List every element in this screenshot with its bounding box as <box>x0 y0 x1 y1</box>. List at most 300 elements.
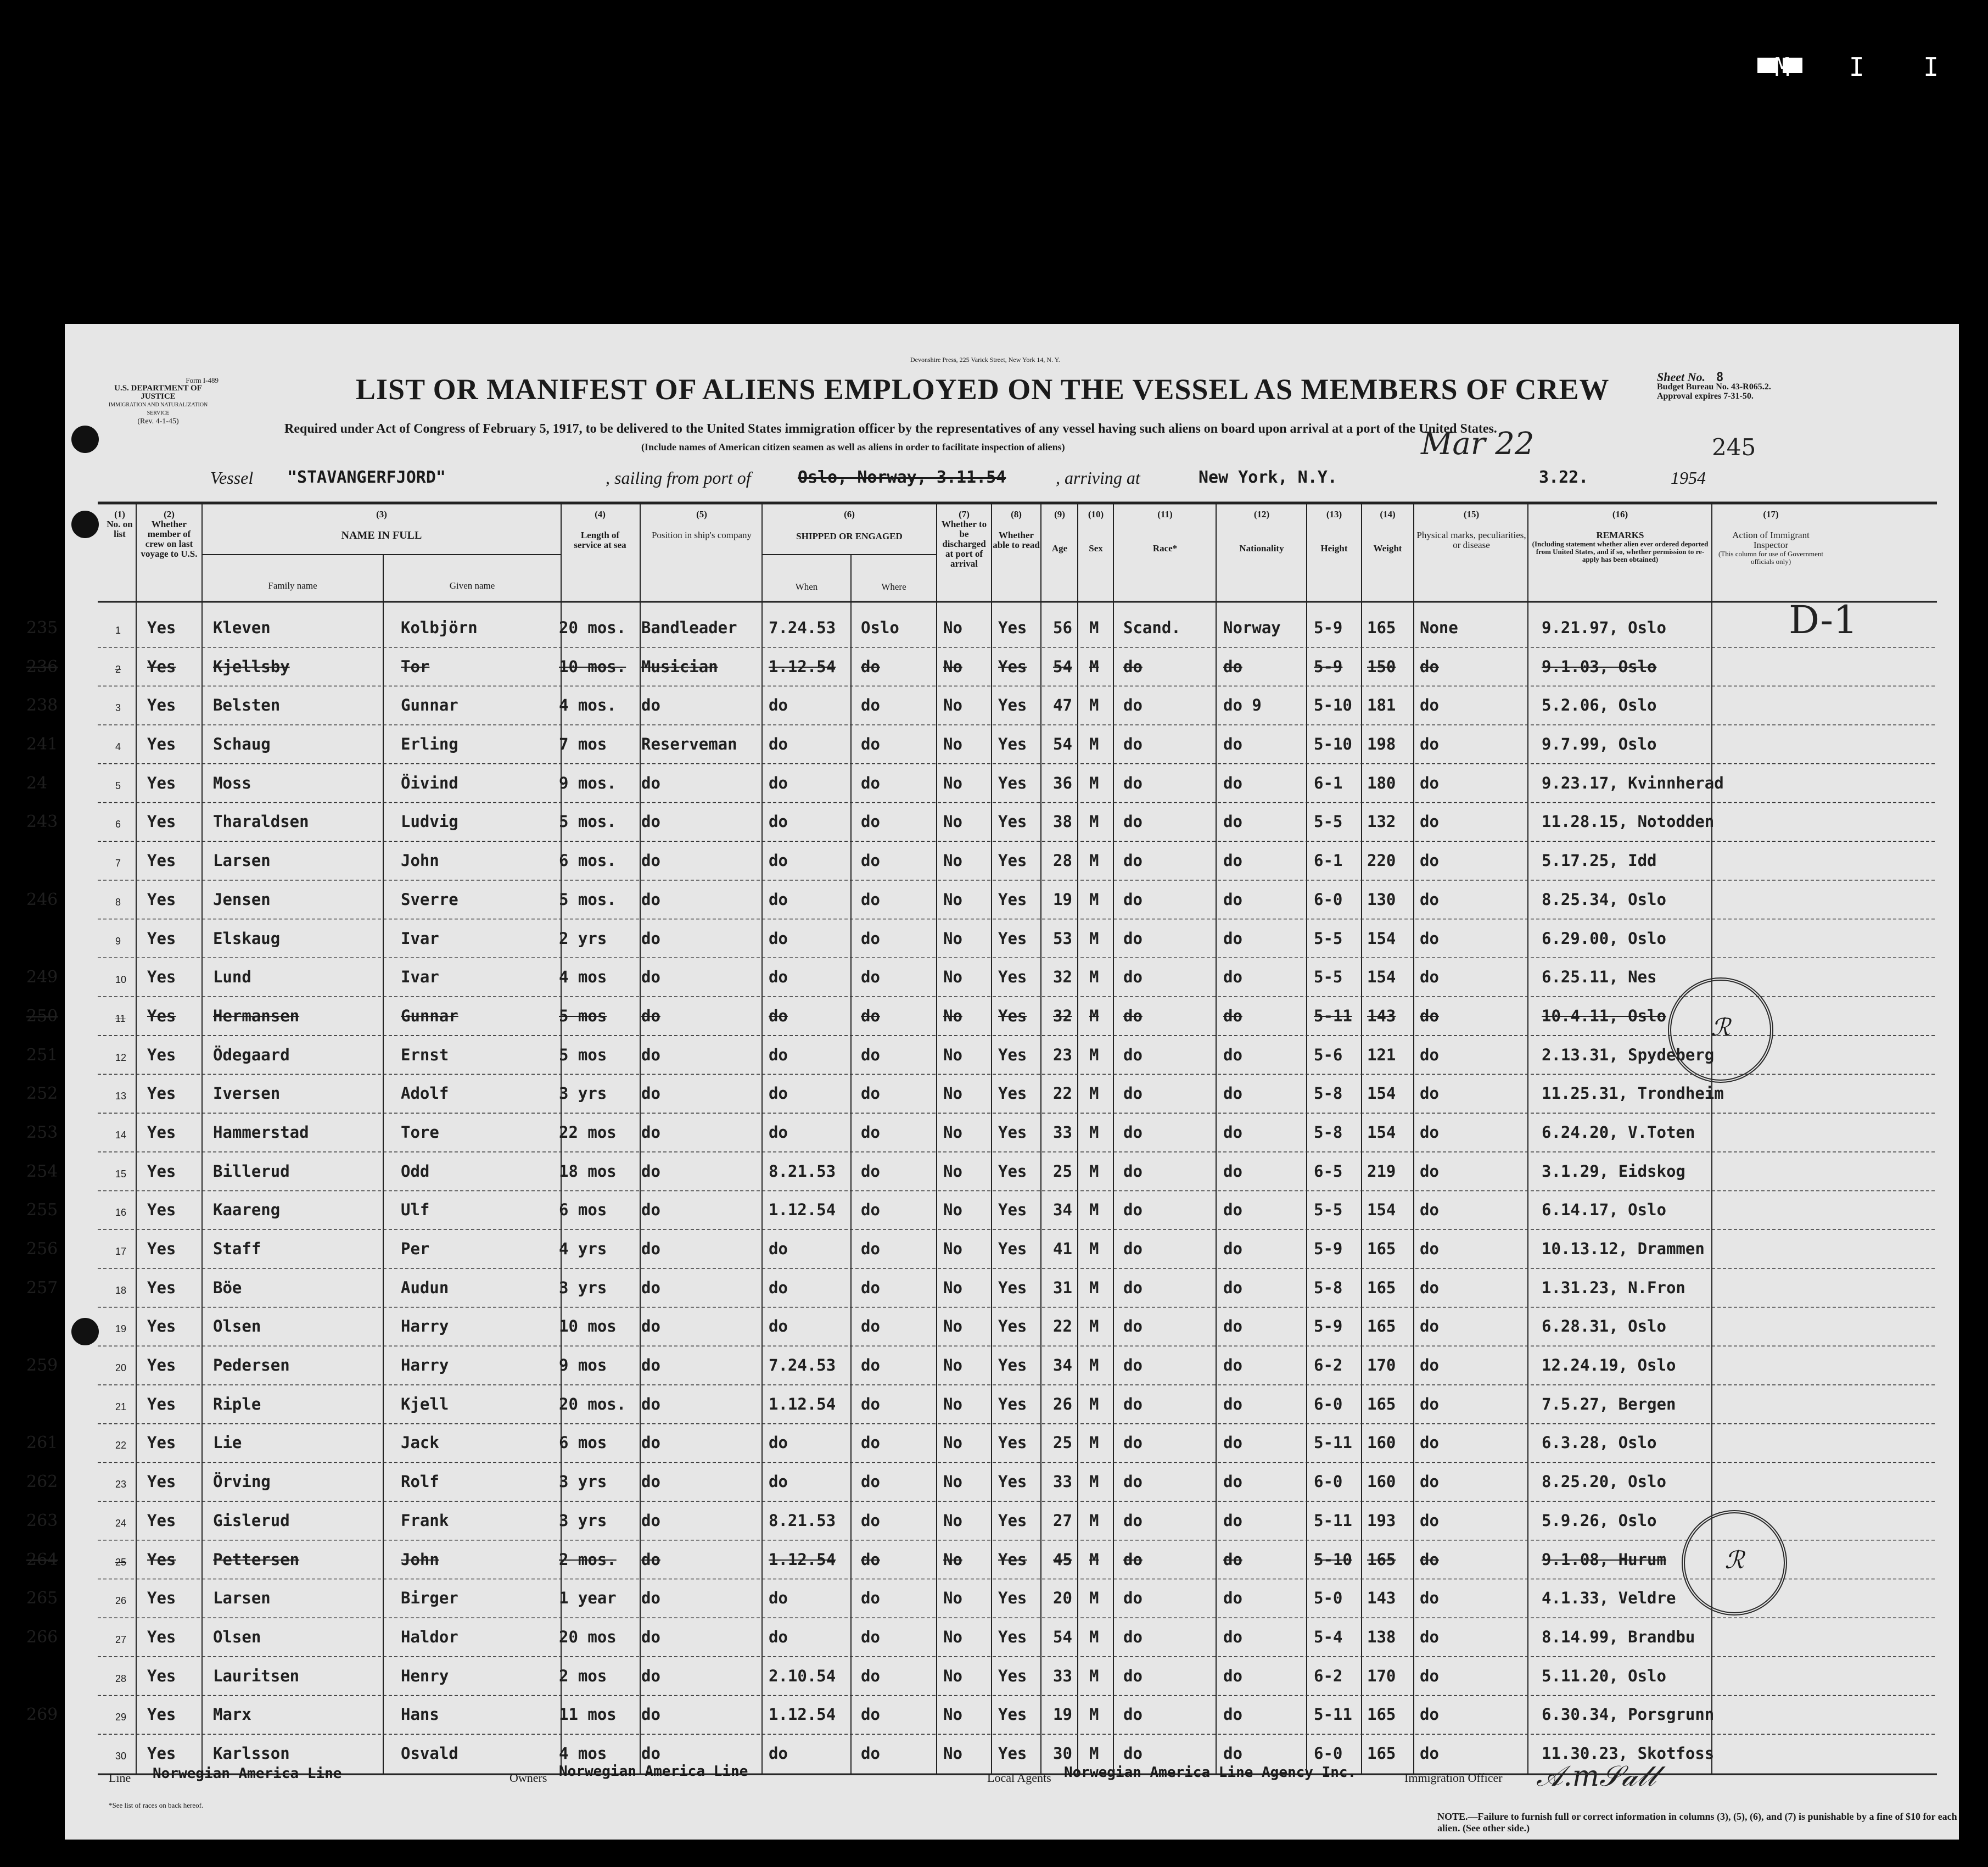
shipped-when: do <box>769 1084 788 1103</box>
col-16-header <box>1530 510 1711 563</box>
given-name: Per <box>401 1239 430 1258</box>
table-row <box>26 1268 1959 1307</box>
col-12-label: Nationality <box>1239 543 1284 554</box>
weight: 138 <box>1367 1627 1396 1646</box>
service-length: 2 mos <box>559 1666 607 1685</box>
height: 5-11 <box>1314 1511 1352 1530</box>
nationality: do <box>1223 1045 1242 1064</box>
height: 5-8 <box>1314 1122 1343 1142</box>
service-length: 2 mos. <box>559 1550 617 1569</box>
weight: 220 <box>1367 851 1396 870</box>
position: do <box>641 1356 660 1375</box>
shipped-where: do <box>861 1278 880 1297</box>
family-name: Larsen <box>213 1589 271 1608</box>
member-last-voyage: Yes <box>147 1472 176 1491</box>
table-row <box>26 1462 1959 1501</box>
discharged: No <box>943 735 962 754</box>
age: 33 <box>1053 1666 1072 1685</box>
punch-hole <box>71 511 99 538</box>
position: do <box>641 1433 660 1452</box>
family-name: Jensen <box>213 890 271 909</box>
physical-marks: do <box>1420 1122 1439 1142</box>
shipped-where: do <box>861 1045 880 1064</box>
given-name: Tor <box>401 657 430 676</box>
family-name: Schaug <box>213 735 271 754</box>
weight: 165 <box>1367 1550 1396 1569</box>
weight: 165 <box>1367 1239 1396 1258</box>
col-13-number: (13) <box>1326 509 1342 519</box>
given-name: Ernst <box>401 1045 449 1064</box>
position: do <box>641 1705 660 1724</box>
table-row <box>26 686 1959 725</box>
race: do <box>1123 1743 1143 1763</box>
remarks: 5.2.06, Oslo <box>1542 696 1657 715</box>
row-number: 26 <box>115 1595 127 1607</box>
given-name: Harry <box>401 1317 449 1336</box>
requirement-text: Required under Act of Congress of February 5, 1917, to be delivered to the United States immigration officer by the representatives of any vessel having such aliens on board upon arrival at a port of the United States. <box>284 422 1497 436</box>
physical-marks: do <box>1420 1394 1439 1413</box>
height: 5-11 <box>1314 1433 1352 1452</box>
physical-marks: do <box>1420 773 1439 792</box>
height: 5-10 <box>1314 735 1352 754</box>
family-name: Karlsson <box>213 1743 290 1763</box>
col-14-label: Weight <box>1373 543 1402 554</box>
col-6-header <box>762 510 937 541</box>
given-name: Jack <box>401 1433 439 1452</box>
sex: M <box>1089 1200 1099 1220</box>
row-number: 27 <box>115 1634 127 1645</box>
member-last-voyage: Yes <box>147 1239 176 1258</box>
position: Bandleader <box>641 618 737 637</box>
given-name: Gunnar <box>401 696 458 715</box>
officer-signature: 𝒜.𝑚𝒮𝒶𝓁𝓁 <box>1536 1760 1656 1793</box>
nationality: do <box>1223 1317 1242 1336</box>
sex: M <box>1089 1394 1099 1413</box>
discharged: No <box>943 1472 962 1491</box>
able-to-read: Yes <box>998 1084 1027 1103</box>
row-ref-number: 256 <box>26 1239 58 1259</box>
family-name: Staff <box>213 1239 261 1258</box>
height: 5-8 <box>1314 1084 1343 1103</box>
discharged: No <box>943 929 962 948</box>
given-name: Ivar <box>401 929 439 948</box>
remarks: 5.11.20, Oslo <box>1542 1666 1666 1685</box>
sex: M <box>1089 1006 1099 1025</box>
age: 33 <box>1053 1472 1072 1491</box>
discharged: No <box>943 1627 962 1646</box>
position: do <box>641 1278 660 1297</box>
nationality: do <box>1223 1200 1242 1220</box>
row-ref-number: 262 <box>26 1472 58 1492</box>
film-mark-glyphs: M I I <box>1774 52 1961 82</box>
discharged: No <box>943 1045 962 1064</box>
remarks: 10.13.12, Drammen <box>1542 1239 1705 1258</box>
family-name: Hermansen <box>213 1006 300 1025</box>
nationality: do <box>1223 1394 1242 1413</box>
nationality: do <box>1223 1356 1242 1375</box>
weight: 160 <box>1367 1433 1396 1452</box>
remarks: 8.25.20, Oslo <box>1542 1472 1666 1491</box>
sheet-block <box>1657 372 1771 401</box>
col-4-number: (4) <box>595 509 606 519</box>
physical-marks: do <box>1420 1472 1439 1491</box>
member-last-voyage: Yes <box>147 618 176 637</box>
position: do <box>641 1627 660 1646</box>
age: 23 <box>1053 1045 1072 1064</box>
vessel-line <box>210 468 1901 490</box>
race: Scand. <box>1123 618 1181 637</box>
vessel-name: "STAVANGERFJORD" <box>287 468 446 487</box>
row-number: 29 <box>115 1712 127 1723</box>
physical-marks: do <box>1420 812 1439 831</box>
row-number: 30 <box>115 1750 127 1762</box>
physical-marks: do <box>1420 1511 1439 1530</box>
col-4-header <box>570 510 630 550</box>
col-6-number: (6) <box>844 509 855 519</box>
sheet-label: Sheet No. <box>1657 370 1705 384</box>
able-to-read: Yes <box>998 1356 1027 1375</box>
able-to-read: Yes <box>998 1666 1027 1685</box>
sex: M <box>1089 618 1099 637</box>
col-3-given-header: Given name <box>449 580 495 591</box>
shipped-where: do <box>861 929 880 948</box>
member-last-voyage: Yes <box>147 1122 176 1142</box>
table-row <box>26 764 1959 803</box>
member-last-voyage: Yes <box>147 1433 176 1452</box>
position: do <box>641 1084 660 1103</box>
position: do <box>641 1550 660 1569</box>
given-name: Adolf <box>401 1084 449 1103</box>
family-name: Gislerud <box>213 1511 290 1530</box>
able-to-read: Yes <box>998 1743 1027 1763</box>
given-name: Gunnar <box>401 1006 458 1025</box>
age: 32 <box>1053 1006 1072 1025</box>
shipped-where: Oslo <box>861 618 899 637</box>
member-last-voyage: Yes <box>147 1394 176 1413</box>
remarks: 6.29.00, Oslo <box>1542 929 1666 948</box>
shipped-when: do <box>769 773 788 792</box>
age: 54 <box>1053 1627 1072 1646</box>
position: do <box>641 1472 660 1491</box>
family-name: Tharaldsen <box>213 812 309 831</box>
row-ref-number: 24 <box>26 773 48 793</box>
age: 33 <box>1053 1122 1072 1142</box>
nationality: do <box>1223 1006 1242 1025</box>
remarks: 11.25.31, Trondheim <box>1542 1084 1724 1103</box>
age: 45 <box>1053 1550 1072 1569</box>
able-to-read: Yes <box>998 696 1027 715</box>
col-13-label: Height <box>1320 543 1348 554</box>
weight: 165 <box>1367 618 1396 637</box>
col-7-number: (7) <box>959 509 970 519</box>
remarks: 8.25.34, Oslo <box>1542 890 1666 909</box>
department-name: U.S. DEPARTMENT OF JUSTICE <box>114 384 202 401</box>
family-name: Kjellsby <box>213 657 290 676</box>
given-name: Harry <box>401 1356 449 1375</box>
stamp-initials: ℛ <box>1711 1014 1731 1042</box>
shipped-when: do <box>769 1239 788 1258</box>
weight: 165 <box>1367 1278 1396 1297</box>
shipped-where: do <box>861 1200 880 1220</box>
age: 26 <box>1053 1394 1072 1413</box>
col-12-number: (12) <box>1253 509 1270 519</box>
family-name: Ödegaard <box>213 1045 290 1064</box>
col-13-header <box>1307 510 1362 554</box>
given-name: Henry <box>401 1666 449 1685</box>
service-length: 10 mos <box>559 1317 617 1336</box>
sex: M <box>1089 1278 1099 1297</box>
family-name: Hammerstad <box>213 1122 309 1142</box>
service-length: 5 mos <box>559 1006 607 1025</box>
table-row <box>26 608 1959 647</box>
shipped-where: do <box>861 1550 880 1569</box>
weight: 170 <box>1367 1356 1396 1375</box>
shipped-where: do <box>861 851 880 870</box>
page-title: LIST OR MANIFEST OF ALIENS EMPLOYED ON THE VESSEL AS MEMBERS OF CREW <box>356 373 1610 406</box>
owners-label: Owners <box>509 1771 547 1785</box>
col-10-header <box>1078 510 1113 554</box>
shipped-when: do <box>769 929 788 948</box>
shipped-when: do <box>769 1589 788 1608</box>
discharged: No <box>943 1356 962 1375</box>
shipped-when: do <box>769 1433 788 1452</box>
remarks: 9.23.17, Kvinnherad <box>1542 773 1724 792</box>
agents-label: Local Agents <box>987 1771 1051 1785</box>
sex: M <box>1089 851 1099 870</box>
height: 5-8 <box>1314 1278 1343 1297</box>
weight: 198 <box>1367 735 1396 754</box>
physical-marks: do <box>1420 1278 1439 1297</box>
member-last-voyage: Yes <box>147 1511 176 1530</box>
table-row <box>26 647 1959 686</box>
col-3-header <box>202 510 561 540</box>
row-ref-number: 254 <box>26 1161 58 1181</box>
shipped-when: 8.21.53 <box>769 1511 836 1530</box>
nationality: do <box>1223 1627 1242 1646</box>
race: do <box>1123 1705 1143 1724</box>
position: do <box>641 812 660 831</box>
shipped-where: do <box>861 1006 880 1025</box>
age: 47 <box>1053 696 1072 715</box>
race: do <box>1123 657 1143 676</box>
row-number: 19 <box>115 1323 127 1335</box>
weight: 143 <box>1367 1589 1396 1608</box>
col-1-header <box>103 510 136 539</box>
member-last-voyage: Yes <box>147 1084 176 1103</box>
discharged: No <box>943 618 962 637</box>
given-name: Rolf <box>401 1472 439 1491</box>
able-to-read: Yes <box>998 890 1027 909</box>
height: 6-1 <box>1314 773 1343 792</box>
family-name: Kaareng <box>213 1200 281 1220</box>
member-last-voyage: Yes <box>147 1589 176 1608</box>
table-row <box>65 841 1959 880</box>
height: 6-0 <box>1314 1743 1343 1763</box>
col-17-header <box>1715 510 1827 566</box>
discharged: No <box>943 1589 962 1608</box>
nationality: do <box>1223 851 1242 870</box>
physical-marks: do <box>1420 1589 1439 1608</box>
age: 56 <box>1053 618 1072 637</box>
position: do <box>641 1511 660 1530</box>
shipped-when: do <box>769 1472 788 1491</box>
member-last-voyage: Yes <box>147 1666 176 1685</box>
position: do <box>641 851 660 870</box>
height: 6-2 <box>1314 1356 1343 1375</box>
race: do <box>1123 1006 1143 1025</box>
nationality: do <box>1223 657 1242 676</box>
revision: (Rev. 4-1-45) <box>137 417 179 426</box>
col-15-number: (15) <box>1463 509 1480 519</box>
physical-marks: do <box>1420 968 1439 987</box>
col-4-label: Length of service at sea <box>574 530 626 550</box>
table-row <box>26 1113 1959 1152</box>
member-last-voyage: Yes <box>147 812 176 831</box>
weight: 154 <box>1367 968 1396 987</box>
physical-marks: do <box>1420 1239 1439 1258</box>
height: 5-10 <box>1314 1550 1352 1569</box>
discharged: No <box>943 1278 962 1297</box>
shipped-where: do <box>861 890 880 909</box>
row-ref-number: 251 <box>26 1045 58 1065</box>
given-name: Birger <box>401 1589 458 1608</box>
discharged: No <box>943 1743 962 1763</box>
remarks: 12.24.19, Oslo <box>1542 1356 1676 1375</box>
weight: 180 <box>1367 773 1396 792</box>
see-list-note: *See list of races on back hereof. <box>109 1801 204 1809</box>
service-length: 2 yrs <box>559 929 607 948</box>
row-number: 2 <box>115 663 121 675</box>
height: 5-5 <box>1314 968 1343 987</box>
col-17-label: Action of Immigrant Inspector <box>1732 530 1810 550</box>
member-last-voyage: Yes <box>147 1200 176 1220</box>
given-name: Odd <box>401 1161 430 1181</box>
row-number: 13 <box>115 1091 127 1102</box>
row-ref-number: 265 <box>26 1589 58 1608</box>
row-ref-number: 266 <box>26 1627 58 1647</box>
position: do <box>641 1045 660 1064</box>
discharged: No <box>943 1006 962 1025</box>
line-label: Line <box>109 1771 131 1785</box>
shipped-when: do <box>769 1045 788 1064</box>
shipped-where: do <box>861 1317 880 1336</box>
family-name: Marx <box>213 1705 251 1724</box>
nationality: do <box>1223 812 1242 831</box>
age: 22 <box>1053 1317 1072 1336</box>
physical-marks: do <box>1420 1317 1439 1336</box>
include-note: (Include names of American citizen seamen as well as aliens in order to facilitate inspection of aliens) <box>641 441 1065 452</box>
row-number: 23 <box>115 1479 127 1490</box>
remarks: 11.30.23, Skotfoss <box>1542 1743 1715 1763</box>
shipped-where: do <box>861 735 880 754</box>
row-ref-number: 236 <box>26 657 58 677</box>
shipped-when: do <box>769 1743 788 1763</box>
nationality: do <box>1223 1472 1242 1491</box>
col-2-header <box>139 510 199 559</box>
physical-marks: do <box>1420 1705 1439 1724</box>
physical-marks: do <box>1420 1433 1439 1452</box>
table-row <box>26 802 1959 841</box>
sex: M <box>1089 1045 1099 1064</box>
nationality: do <box>1223 1433 1242 1452</box>
service-length: 3 yrs <box>559 1472 607 1491</box>
able-to-read: Yes <box>998 1006 1027 1025</box>
sex: M <box>1089 1356 1099 1375</box>
shipped-where: do <box>861 812 880 831</box>
shipped-when: 7.24.53 <box>769 1356 836 1375</box>
given-name: Öivind <box>401 773 458 792</box>
col-1-number: (1) <box>114 509 125 519</box>
table-row <box>26 1579 1959 1618</box>
row-ref-number: 264 <box>26 1550 58 1569</box>
family-name: Moss <box>213 773 251 792</box>
row-number: 5 <box>115 780 121 791</box>
discharged: No <box>943 1161 962 1181</box>
race: do <box>1123 696 1143 715</box>
col-2-label: Whether member of crew on last voyage to U.S. <box>141 519 198 559</box>
member-last-voyage: Yes <box>147 1356 176 1375</box>
sheet-number: 8 <box>1716 371 1724 384</box>
service-length: 5 mos <box>559 1045 607 1064</box>
shipped-when: 1.12.54 <box>769 1200 836 1220</box>
physical-marks: do <box>1420 1161 1439 1181</box>
col-3-family-header: Family name <box>268 580 317 591</box>
table-row <box>65 1734 1959 1773</box>
col-16-number: (16) <box>1612 509 1628 519</box>
race: do <box>1123 735 1143 754</box>
sex: M <box>1089 1705 1099 1724</box>
sex: M <box>1089 1084 1099 1103</box>
table-row <box>65 1385 1959 1424</box>
physical-marks: do <box>1420 1006 1439 1025</box>
able-to-read: Yes <box>998 1045 1027 1064</box>
row-number: 25 <box>115 1556 127 1568</box>
col-3-label: NAME IN FULL <box>341 529 422 541</box>
weight: 160 <box>1367 1472 1396 1491</box>
shipped-where: do <box>861 1161 880 1181</box>
approval: Approval expires 7-31-50. <box>1657 392 1754 401</box>
manifest-sheet <box>26 324 1959 1840</box>
row-ref-number: 238 <box>26 696 58 716</box>
punch-hole <box>71 426 99 453</box>
shipped-when: 1.12.54 <box>769 1705 836 1724</box>
position: do <box>641 1666 660 1685</box>
nationality: do <box>1223 1705 1242 1724</box>
able-to-read: Yes <box>998 618 1027 637</box>
physical-marks: do <box>1420 1743 1439 1763</box>
physical-marks: do <box>1420 1627 1439 1646</box>
family-name: Lauritsen <box>213 1666 300 1685</box>
sailing-port: Oslo, Norway, 3.11.54 <box>798 468 1006 487</box>
shipped-when: 8.21.53 <box>769 1161 836 1181</box>
given-name: Tore <box>401 1122 439 1142</box>
position: Reserveman <box>641 735 737 754</box>
given-name: Sverre <box>401 890 458 909</box>
weight: 165 <box>1367 1317 1396 1336</box>
member-last-voyage: Yes <box>147 1743 176 1763</box>
row-number: 4 <box>115 741 121 753</box>
inspector-mark: D-1 <box>1789 597 1858 642</box>
service-length: 3 yrs <box>559 1278 607 1297</box>
member-last-voyage: Yes <box>147 1278 176 1297</box>
row-number: 7 <box>115 858 121 869</box>
row-ref-number: 255 <box>26 1200 58 1220</box>
race: do <box>1123 1472 1143 1491</box>
col-7-label: Whether to be discharged at port of arrival <box>941 519 987 569</box>
table-row <box>26 1152 1959 1191</box>
discharged: No <box>943 1550 962 1569</box>
able-to-read: Yes <box>998 735 1027 754</box>
